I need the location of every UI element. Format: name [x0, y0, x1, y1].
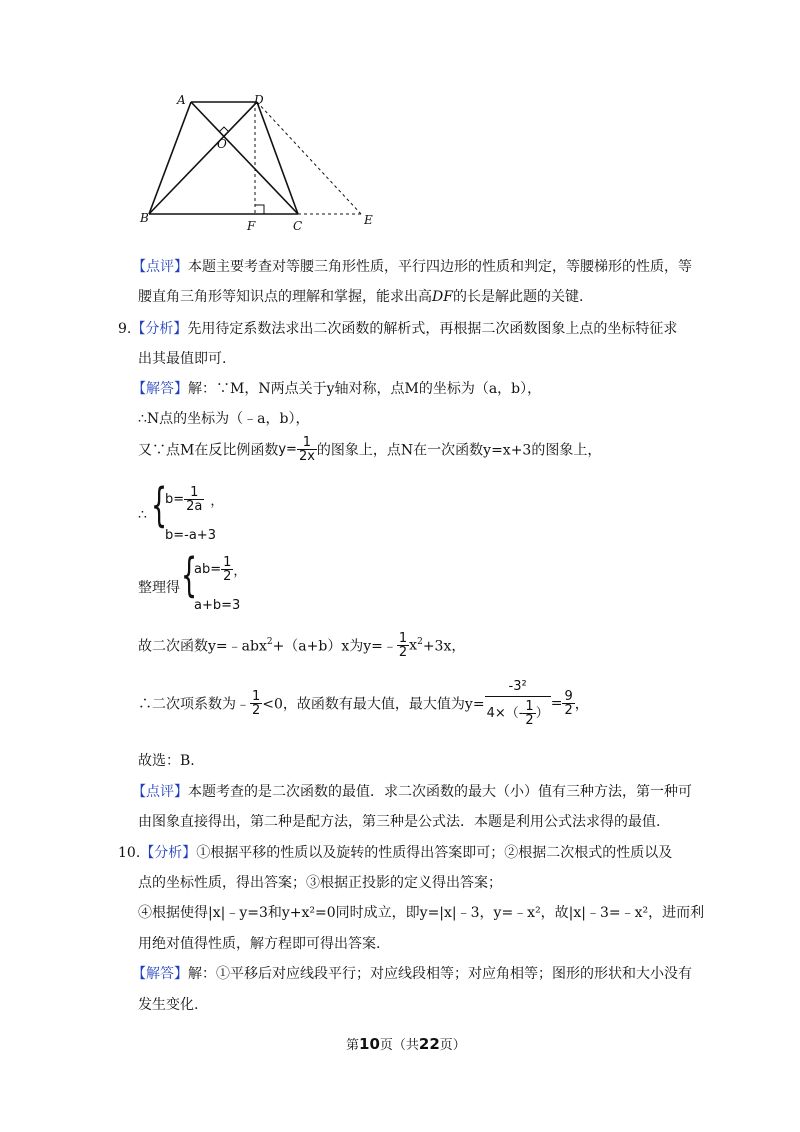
- label-a: A: [177, 93, 186, 107]
- question-number: 10.: [118, 845, 141, 861]
- q10-analysis-line1: 10.【分析】①根据平移的性质以及旋转的性质得出答案即可；②根据二次根式的性质以及: [118, 845, 673, 861]
- q9-analysis-line2: 出其最值即可.: [138, 351, 227, 367]
- review-tag: 【点评】: [132, 259, 188, 275]
- label-c: C: [293, 219, 303, 233]
- q10-answer-line1: 【解答】解：①平移后对应线段平行；对应线段相等；对应角相等；图形的形状和大小没有: [132, 966, 692, 982]
- label-f: F: [247, 219, 256, 233]
- system-2-eq1: ab= $\frac{1}{2}$ ，: [194, 555, 247, 584]
- q9-answer-line2: ∴N点的坐标为（﹣a，b），: [138, 411, 310, 427]
- right-angle-mark-f: [255, 205, 264, 214]
- edge-dc: [257, 102, 298, 214]
- system-2-eq2: a+b=3: [194, 598, 241, 613]
- fraction: $\frac{1}{2x}$: [298, 435, 315, 464]
- system-2-prefix: 整理得: [138, 580, 180, 596]
- trapezoid-figure: [135, 88, 380, 233]
- analysis-tag: 【分析】: [131, 321, 188, 337]
- diagonal-bd: [149, 102, 257, 214]
- review-tag: 【点评】: [132, 784, 188, 800]
- q8-review-line1: 【点评】本题主要考查对等腰三角形性质，平行四边形的性质和判定，等腰梯形的性质，等: [132, 259, 692, 275]
- q9-analysis-line1: 9.【分析】先用待定系数法求出二次函数的解析式，再根据二次函数图象上点的坐标特征求: [118, 321, 678, 337]
- segment-de: [257, 102, 361, 214]
- q9-answer-line5: ∴二次项系数为﹣ $\frac{1}{2}$ <0，故函数有最大值，最大值为y= -3² 4×（- $\frac{1}{2}$ ） = $\frac{9}{2}$ ，: [138, 679, 589, 728]
- system-1-eq2: b=-a+3: [165, 528, 216, 543]
- q10-analysis-line4: 用绝对值得性质，解方程即可得出答案.: [138, 936, 381, 952]
- system-1-eq1: b= $\frac{1}{2a}$ ，: [165, 485, 224, 514]
- label-o: O: [217, 137, 227, 151]
- question-number: 9.: [118, 321, 132, 337]
- label-e: E: [364, 213, 373, 227]
- answer-tag: 【解答】: [132, 381, 188, 397]
- left-brace-1: {: [151, 478, 168, 532]
- analysis-tag: 【分析】: [140, 845, 197, 861]
- q9-review-line2: 由图象直接得出，第二种是配方法，第三种是公式法．本题是利用公式法求得的最值.: [138, 814, 661, 830]
- q10-answer-line2: 发生变化.: [138, 997, 199, 1013]
- answer-tag: 【解答】: [132, 966, 188, 982]
- label-b: B: [140, 211, 149, 225]
- q9-answer-line1: 【解答】解：∵M，N两点关于y轴对称，点M的坐标为（a，b），: [132, 381, 542, 397]
- q9-answer-line4: 故二次函数y=﹣abx$^2$+（a+b）x为y=﹣ $\frac{1}{2}$ $x^2+3x$，: [138, 631, 466, 660]
- q8-review-line2: 腰直角三角形等知识点的理解和掌握，能求出高DF的长是解此题的关键.: [138, 289, 584, 305]
- total-pages: 22: [418, 1035, 440, 1053]
- q10-analysis-line3: ④根据使得|x|﹣y=3和y+x²=0同时成立，即y=|x|﹣3，y=﹣x²，故|x|﹣3=﹣x²，进而利: [138, 905, 705, 921]
- label-d: D: [254, 93, 264, 107]
- max-value-fraction: -3² 4×（- $\frac{1}{2}$ ）: [486, 679, 549, 728]
- page-number: 10: [359, 1035, 380, 1053]
- system-1-prefix: ∴: [138, 507, 147, 523]
- diagonal-ac: [191, 102, 298, 214]
- fraction-1-over-2x: y=: [278, 442, 297, 457]
- edge-ab: [149, 102, 191, 214]
- q9-review-line1: 【点评】本题考查的是二次函数的最值．求二次函数的最大（小）值有三种方法，第一种可: [132, 784, 692, 800]
- q10-analysis-line2: 点的坐标性质，得出答案；③根据正投影的定义得出答案；: [138, 875, 502, 891]
- page-footer: 第10页（共22页）: [346, 1035, 466, 1053]
- q9-choice: 故选：B.: [138, 753, 195, 769]
- left-brace-2: {: [181, 548, 198, 602]
- right-angle-mark-o: [219, 127, 229, 132]
- q9-answer-line3: 又∵点M在反比例函数y= $\frac{1}{2x}$ 的图象上，点N在一次函数y=x+3的图象上，: [138, 435, 602, 464]
